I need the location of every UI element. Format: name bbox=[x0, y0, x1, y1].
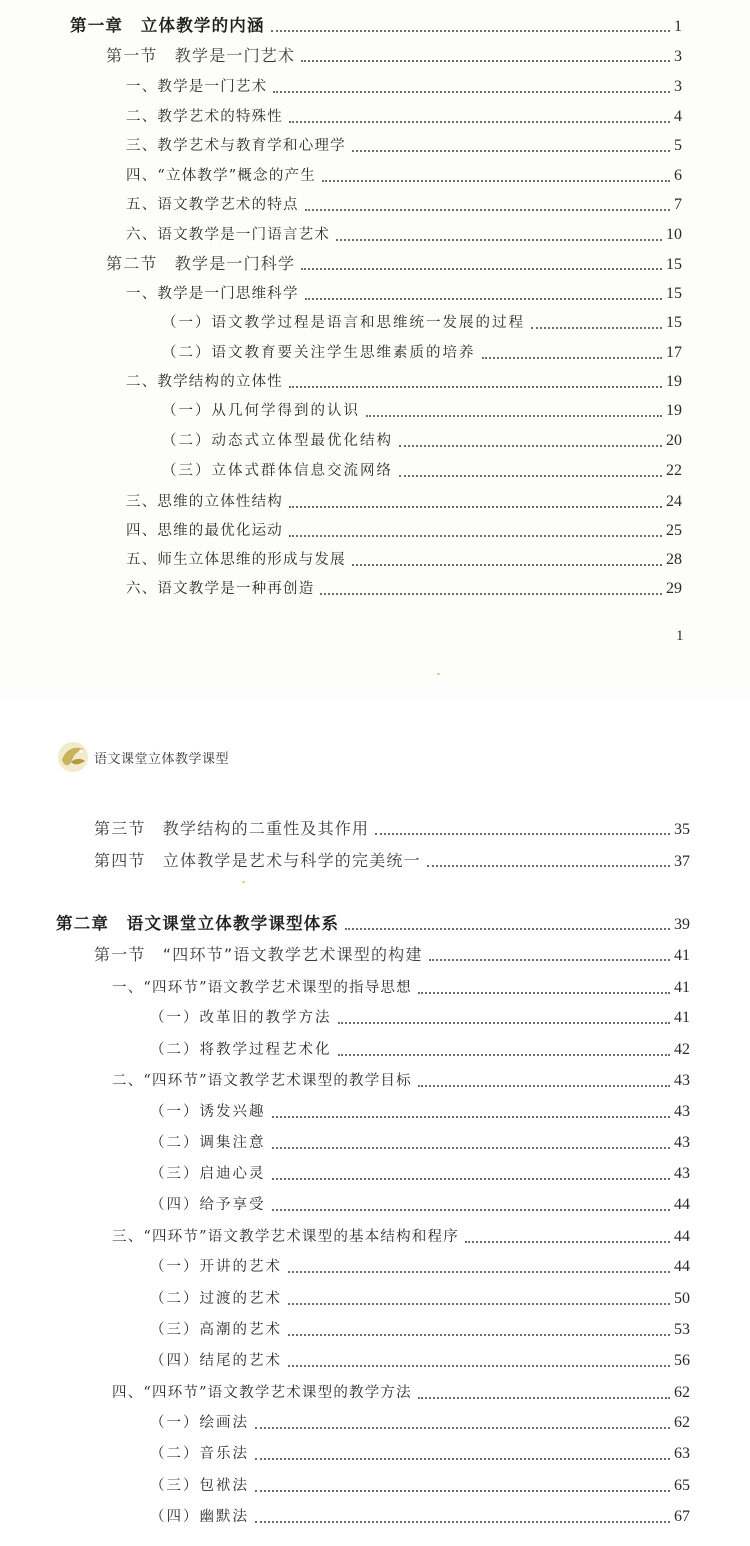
dot-leader bbox=[399, 444, 662, 447]
toc-entry-page-number: 24 bbox=[666, 493, 682, 510]
toc-entry-title: 六、语文教学是一门语言艺术 bbox=[126, 227, 331, 243]
toc-entry-item bbox=[126, 106, 682, 128]
toc-entry-section bbox=[94, 818, 690, 840]
toc-entry-sub bbox=[150, 1163, 690, 1185]
toc-entry-title: 一、“四环节”语文教学艺术课型的指导思想 bbox=[112, 980, 412, 996]
toc-entry-section bbox=[106, 45, 682, 67]
toc-entry-title: （三）包袱法 bbox=[150, 1478, 249, 1494]
toc-entry-sub bbox=[150, 1506, 690, 1528]
toc-entry-sub bbox=[162, 430, 682, 452]
toc-entry-page-number: 56 bbox=[674, 1352, 690, 1369]
dot-leader bbox=[289, 534, 662, 537]
toc-entry-sub bbox=[150, 1194, 690, 1216]
toc-entry-title: 三、思维的立体性结构 bbox=[126, 494, 283, 510]
toc-entry-page-number: 29 bbox=[666, 580, 682, 597]
toc-entry-title: 二、“四环节”语文教学艺术课型的教学目标 bbox=[112, 1073, 412, 1089]
toc-entry-title: （三）高潮的艺术 bbox=[150, 1322, 282, 1338]
dot-leader bbox=[288, 1333, 670, 1336]
toc-entry-page-number: 20 bbox=[666, 432, 682, 449]
toc-entry-item bbox=[126, 371, 682, 393]
dot-leader bbox=[288, 1270, 670, 1273]
toc-entry-item bbox=[126, 224, 682, 246]
dot-leader bbox=[272, 1146, 671, 1149]
toc-entry-title: （二）过渡的艺术 bbox=[150, 1291, 282, 1307]
toc-entry-title: 第一节 教学是一门艺术 bbox=[106, 46, 296, 65]
toc-entry-item bbox=[112, 1382, 690, 1404]
toc-entry-page-number: 62 bbox=[674, 1414, 690, 1431]
toc-entry-page-number: 15 bbox=[666, 256, 682, 273]
toc-entry-sub bbox=[150, 1412, 690, 1434]
toc-entry-page-number: 41 bbox=[674, 947, 690, 964]
toc-entry-title: （一）开讲的艺术 bbox=[150, 1259, 282, 1275]
dot-leader bbox=[301, 59, 670, 62]
toc-entry-title: （三）立体式群体信息交流网络 bbox=[162, 463, 393, 479]
toc-page-2 bbox=[0, 700, 750, 1546]
toc-entry-item bbox=[126, 165, 682, 187]
toc-entry-title: 第三节 教学结构的二重性及其作用 bbox=[94, 819, 370, 838]
print-speck bbox=[242, 881, 245, 883]
toc-entry-chapter bbox=[56, 913, 690, 935]
dot-leader bbox=[429, 958, 670, 961]
dot-leader bbox=[289, 120, 670, 123]
toc-entry-page-number: 43 bbox=[674, 1103, 690, 1120]
toc-entry-sub bbox=[150, 1101, 690, 1123]
toc-entry-item bbox=[126, 283, 682, 305]
toc-entry-page-number: 15 bbox=[666, 285, 682, 302]
dot-leader bbox=[345, 927, 670, 930]
toc-entry-item bbox=[112, 977, 690, 999]
dot-leader bbox=[255, 1426, 670, 1429]
toc-entry-title: （一）语文教学过程是语言和思维统一发展的过程 bbox=[162, 315, 525, 331]
toc-entry-title: 四、思维的最优化运动 bbox=[126, 523, 283, 539]
toc-entry-title: （一）诱发兴趣 bbox=[150, 1104, 266, 1120]
toc-entry-page-number: 28 bbox=[666, 551, 682, 568]
toc-entry-page-number: 37 bbox=[674, 853, 690, 870]
toc-entry-page-number: 44 bbox=[674, 1228, 690, 1245]
toc-page-1 bbox=[0, 0, 750, 700]
dot-leader bbox=[338, 1053, 671, 1056]
toc-entry-title: 五、师生立体思维的形成与发展 bbox=[126, 552, 346, 568]
toc-entry-title: （二）调集注意 bbox=[150, 1135, 266, 1151]
toc-entry-title: （一）绘画法 bbox=[150, 1415, 249, 1431]
toc-entry-page-number: 65 bbox=[674, 1477, 690, 1494]
toc-entry-title: 二、教学艺术的特殊性 bbox=[126, 109, 283, 125]
toc-entry-title: 第二章 语文课堂立体教学课型体系 bbox=[56, 914, 340, 933]
toc-entry-page-number: 22 bbox=[666, 462, 682, 479]
toc-entry-title: 第二节 教学是一门科学 bbox=[106, 254, 296, 273]
toc-entry-item bbox=[126, 520, 682, 542]
dot-leader bbox=[366, 414, 662, 417]
toc-entry-page-number: 3 bbox=[674, 78, 682, 95]
dot-leader bbox=[289, 385, 662, 388]
dot-leader bbox=[322, 179, 670, 182]
dot-leader bbox=[352, 149, 670, 152]
dot-leader bbox=[336, 238, 662, 241]
dot-leader bbox=[255, 1457, 670, 1460]
toc-entry-sub bbox=[150, 1256, 690, 1278]
dot-leader bbox=[418, 1396, 670, 1399]
toc-entry-page-number: 53 bbox=[674, 1321, 690, 1338]
toc-entry-item bbox=[112, 1070, 690, 1092]
toc-entry-title: （二）语文教育要关注学生思维素质的培养 bbox=[162, 345, 476, 361]
toc-entry-sub bbox=[150, 1350, 690, 1372]
toc-entry-page-number: 67 bbox=[674, 1508, 690, 1525]
dot-leader bbox=[427, 864, 670, 867]
toc-entry-sub bbox=[150, 1039, 690, 1061]
dot-leader bbox=[272, 1177, 671, 1180]
toc-entry-page-number: 43 bbox=[674, 1134, 690, 1151]
toc-entry-section bbox=[94, 850, 690, 872]
dot-leader bbox=[255, 1489, 670, 1492]
toc-entry-item bbox=[126, 76, 682, 98]
toc-entry-sub bbox=[162, 400, 682, 422]
dot-leader bbox=[399, 474, 662, 477]
toc-entry-sub bbox=[150, 1288, 690, 1310]
dot-leader bbox=[255, 1520, 670, 1523]
toc-entry-title: （二）动态式立体型最优化结构 bbox=[162, 433, 393, 449]
toc-entry-title: 一、教学是一门艺术 bbox=[126, 79, 268, 95]
toc-entry-page-number: 44 bbox=[674, 1196, 690, 1213]
toc-entry-item bbox=[112, 1226, 690, 1248]
toc-entry-title: （二）将教学过程艺术化 bbox=[150, 1042, 332, 1058]
toc-entry-title: 第四节 立体教学是艺术与科学的完美统一 bbox=[94, 851, 421, 870]
dot-leader bbox=[482, 356, 663, 359]
toc-entry-item bbox=[126, 194, 682, 216]
toc-entry-title: 第一节 “四环节”语文教学艺术课型的构建 bbox=[94, 945, 423, 964]
toc-entry-title: 三、“四环节”语文教学艺术课型的基本结构和程序 bbox=[112, 1229, 459, 1245]
toc-list-page-2 bbox=[0, 700, 750, 1546]
toc-entry-page-number: 4 bbox=[674, 108, 682, 125]
toc-entry-page-number: 3 bbox=[674, 48, 682, 65]
dot-leader bbox=[320, 592, 662, 595]
dot-leader bbox=[338, 1021, 671, 1024]
toc-entry-title: 第一章 立体教学的内涵 bbox=[70, 16, 265, 35]
toc-entry-title: （四）幽默法 bbox=[150, 1509, 249, 1525]
toc-entry-page-number: 41 bbox=[674, 1009, 690, 1026]
toc-entry-sub bbox=[162, 342, 682, 364]
dot-leader bbox=[531, 326, 662, 329]
toc-entry-section bbox=[94, 944, 690, 966]
toc-entry-page-number: 5 bbox=[674, 137, 682, 154]
toc-entry-sub bbox=[162, 460, 682, 482]
toc-entry-sub bbox=[150, 1475, 690, 1497]
dot-leader bbox=[375, 832, 670, 835]
toc-entry-page-number: 7 bbox=[674, 196, 682, 213]
toc-entry-page-number: 35 bbox=[674, 821, 690, 838]
dot-leader bbox=[418, 1084, 670, 1087]
toc-entry-page-number: 39 bbox=[674, 916, 690, 933]
toc-entry-item bbox=[126, 578, 682, 600]
dot-leader bbox=[273, 90, 670, 93]
dot-leader bbox=[289, 505, 662, 508]
toc-entry-title: 二、教学结构的立体性 bbox=[126, 374, 283, 390]
toc-entry-title: （三）启迪心灵 bbox=[150, 1166, 266, 1182]
toc-entry-page-number: 1 bbox=[674, 18, 682, 35]
toc-entry-title: 一、教学是一门思维科学 bbox=[126, 286, 299, 302]
dot-leader bbox=[352, 563, 662, 566]
dot-leader bbox=[305, 297, 662, 300]
toc-entry-page-number: 62 bbox=[674, 1384, 690, 1401]
dot-leader bbox=[418, 991, 670, 994]
toc-entry-title: 四、“立体教学”概念的产生 bbox=[126, 168, 316, 184]
header-title: 语文课堂立体教学课型 bbox=[94, 751, 230, 767]
toc-entry-page-number: 63 bbox=[674, 1445, 690, 1462]
toc-entry-page-number: 25 bbox=[666, 522, 682, 539]
toc-entry-page-number: 50 bbox=[674, 1290, 690, 1307]
toc-entry-sub bbox=[150, 1319, 690, 1341]
toc-entry-title: （一）从几何学得到的认识 bbox=[162, 403, 360, 419]
toc-entry-title: 四、“四环节”语文教学艺术课型的教学方法 bbox=[112, 1385, 412, 1401]
toc-entry-title: （四）结尾的艺术 bbox=[150, 1353, 282, 1369]
toc-entry-sub bbox=[150, 1132, 690, 1154]
dot-leader bbox=[288, 1364, 670, 1367]
toc-entry-title: 六、语文教学是一种再创造 bbox=[126, 581, 315, 597]
toc-entry-chapter bbox=[70, 15, 682, 37]
toc-entry-page-number: 15 bbox=[666, 314, 682, 331]
dot-leader bbox=[271, 29, 670, 32]
toc-list-page-1 bbox=[0, 0, 750, 700]
dot-leader bbox=[305, 208, 670, 211]
toc-entry-page-number: 44 bbox=[674, 1258, 690, 1275]
dot-leader bbox=[288, 1302, 670, 1305]
dot-leader bbox=[272, 1115, 671, 1118]
toc-entry-page-number: 17 bbox=[666, 344, 682, 361]
toc-entry-item bbox=[126, 135, 682, 157]
toc-entry-page-number: 10 bbox=[666, 226, 682, 243]
print-speck bbox=[437, 673, 440, 675]
dot-leader bbox=[272, 1208, 671, 1211]
toc-entry-item bbox=[126, 549, 682, 571]
toc-entry-page-number: 19 bbox=[666, 373, 682, 390]
toc-entry-item bbox=[126, 491, 682, 513]
toc-entry-title: （二）音乐法 bbox=[150, 1446, 249, 1462]
toc-entry-title: 三、教学艺术与教育学和心理学 bbox=[126, 138, 346, 154]
toc-entry-section bbox=[106, 253, 682, 275]
toc-entry-sub bbox=[150, 1007, 690, 1029]
toc-entry-sub bbox=[162, 312, 682, 334]
toc-entry-page-number: 42 bbox=[674, 1041, 690, 1058]
toc-entry-title: 五、语文教学艺术的特点 bbox=[126, 197, 299, 213]
toc-entry-page-number: 41 bbox=[674, 979, 690, 996]
toc-entry-sub bbox=[150, 1443, 690, 1465]
toc-entry-page-number: 6 bbox=[674, 167, 682, 184]
toc-entry-title: （四）给予享受 bbox=[150, 1197, 266, 1213]
toc-entry-title: （一）改革旧的教学方法 bbox=[150, 1010, 332, 1026]
page-number: 1 bbox=[676, 628, 684, 644]
dot-leader bbox=[301, 267, 662, 270]
toc-entry-page-number: 43 bbox=[674, 1072, 690, 1089]
dot-leader bbox=[465, 1240, 670, 1243]
toc-entry-page-number: 19 bbox=[666, 402, 682, 419]
toc-entry-page-number: 43 bbox=[674, 1165, 690, 1182]
